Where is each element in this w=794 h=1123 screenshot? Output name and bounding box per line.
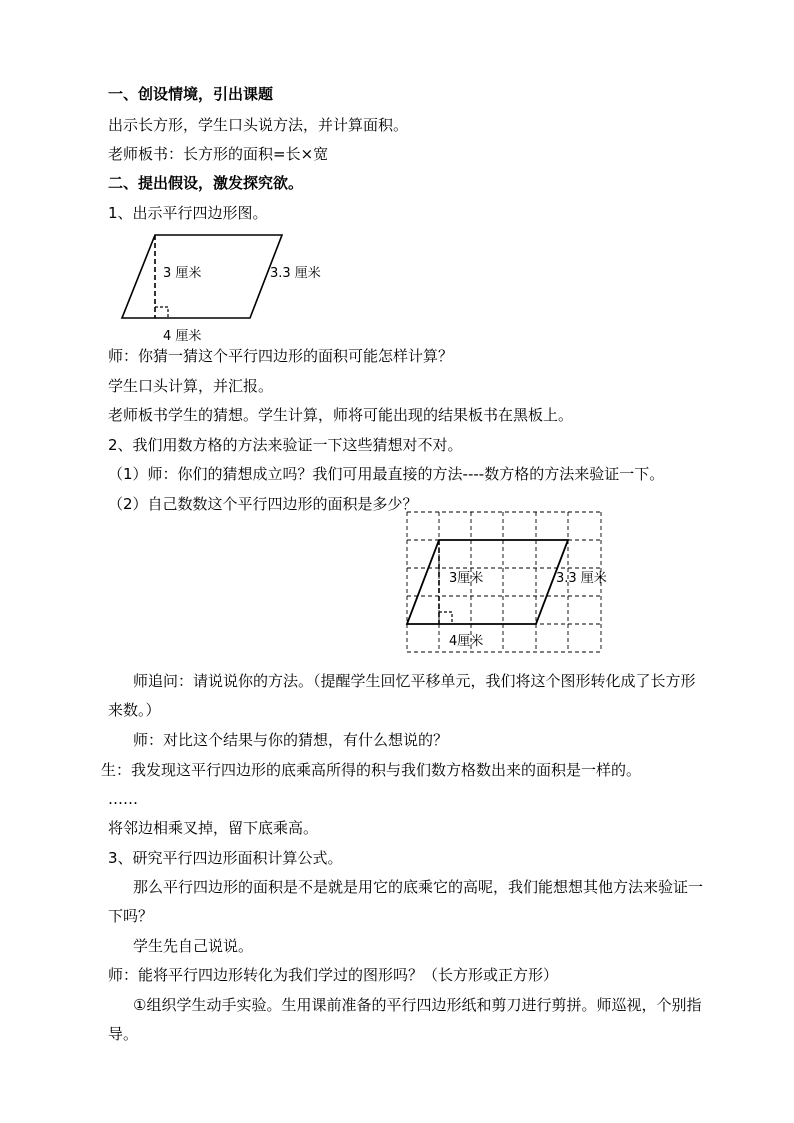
side-label: 3.3 厘米 [270,266,321,281]
heading-2: 二、提出假设，激发探究欲。 [108,174,304,192]
paragraph: 师：对比这个结果与你的猜想，有什么想说的？ [133,731,449,749]
paragraph: 下吗？ [108,907,154,925]
heading-1: 一、创设情境，引出课题 [108,85,274,103]
ellipsis: …… [108,790,138,808]
height-label: 3厘米 [449,571,484,586]
paragraph: 出示长方形，学生口头说方法，并计算面积。 [108,116,409,134]
paragraph: 3、研究平行四边形面积计算公式。 [108,849,343,867]
paragraph: 老师板书：长方形的面积=长×宽 [108,145,329,163]
paragraph: 来数。） [108,701,161,719]
base-label: 4 厘米 [163,329,202,344]
paragraph: 那么平行四边形的面积是不是就是用它的底乘它的高呢，我们能想想其他方法来验证一 [133,878,704,896]
paragraph: 生：我发现这平行四边形的底乘高所得的积与我们数方格数出来的面积是一样的。 [101,761,642,779]
paragraph: 师：你猜一猜这个平行四边形的面积可能怎样计算？ [108,347,454,365]
paragraph: ①组织学生动手实验。生用课前准备的平行四边形纸和剪刀进行剪拼。师巡视，个别指 [133,996,702,1014]
paragraph: 学生口头计算，并汇报。 [108,377,274,395]
paragraph: 2、我们用数方格的方法来验证一下这些猜想对不对。 [108,436,463,454]
paragraph: 导。 [108,1025,139,1043]
paragraph: 1、出示平行四边形图。 [108,204,268,222]
paragraph: 老师板书学生的猜想。学生计算，师将可能出现的结果板书在黑板上。 [108,406,574,424]
paragraph: 将邻边相乘叉掉，留下底乘高。 [108,819,319,837]
paragraph: （2）自己数数这个平行四边形的面积是多少？ [108,495,418,513]
height-label: 3 厘米 [163,266,202,281]
side-label: 3.3 厘米 [556,571,607,586]
base-label: 4厘米 [449,634,484,649]
paragraph: 师追问：请说说你的方法。（提醒学生回忆平移单元，我们将这个图形转化成了长方形 [133,672,696,690]
paragraph: 学生先自己说说。 [133,937,254,955]
paragraph: 师：能将平行四边形转化为我们学过的图形吗？（长方形或正方形） [108,966,559,984]
paragraph: （1）师：你们的猜想成立吗？我们可用最直接的方法----数方格的方法来验证一下。 [108,465,665,483]
